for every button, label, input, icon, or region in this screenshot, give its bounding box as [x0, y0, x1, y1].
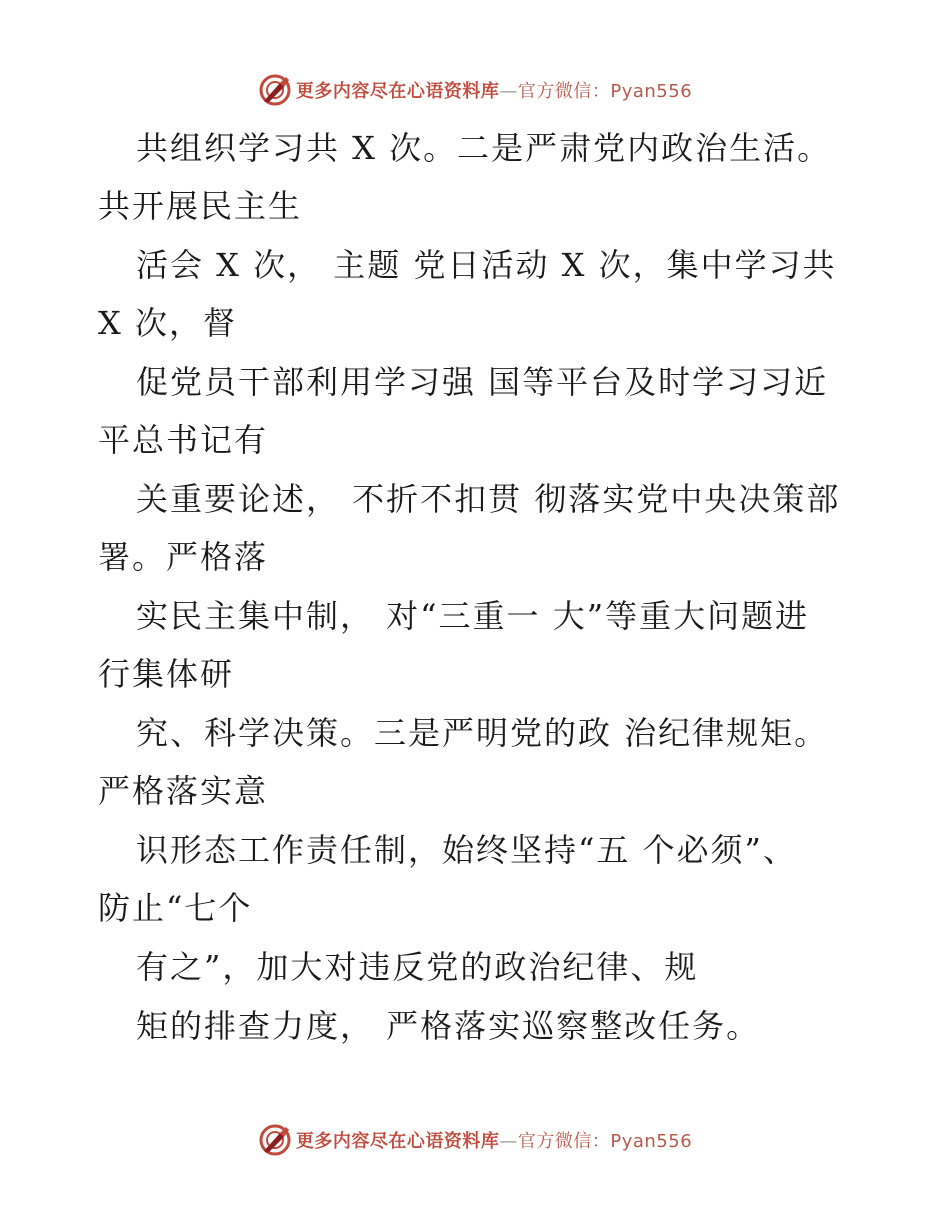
body-line-8: 署。严格落 [98, 538, 269, 576]
body-line-7: 关重要论述， 不折不扣贯 彻落实党中央决策部 [136, 480, 841, 518]
banner-text-tail: 官方微信：Pyan556 [517, 81, 693, 102]
body-line-1: 共组织学习共 X 次。二是严肃党内政治生活。 [136, 129, 832, 167]
body-line-13: 识形态工作责任制，始终坚持“五 个必须”、 [136, 831, 797, 869]
body-line-2: 共开展民主生 [98, 187, 303, 225]
body-line-4: X 次，督 [98, 304, 237, 342]
banner-text-dash: — [499, 1131, 518, 1152]
pen-logo-icon [258, 1123, 292, 1157]
banner-text [296, 77, 692, 103]
body-line-3: 活会 X 次， 主题 党日活动 X 次，集中学习共 [136, 246, 837, 284]
body-line-6: 平总书记有 [98, 421, 269, 459]
banner-text-tail: 官方微信：Pyan556 [517, 1131, 693, 1152]
body-line-16: 矩的排查力度， 严格落实巡察整改任务。 [136, 1007, 761, 1045]
header-banner [0, 70, 950, 110]
banner-text-main: 更多内容尽在心语资料库 [295, 1131, 500, 1152]
body-line-11: 究、科学决策。三是严明党的政 治纪律规矩。 [136, 714, 829, 752]
footer-banner [0, 1120, 950, 1160]
body-line-15: 有之”，加大对违反党的政治纪律、规 [136, 948, 699, 986]
body-line-10: 行集体研 [98, 655, 235, 693]
banner-text [296, 1127, 692, 1153]
pen-logo-icon [258, 73, 292, 107]
body-line-9: 实民主集中制， 对“三重一 大”等重大问题进 [136, 597, 810, 635]
banner-text-main: 更多内容尽在心语资料库 [295, 81, 500, 102]
body-line-5: 促党员干部利用学习强 国等平台及时学习习近 [136, 363, 829, 401]
banner-text-dash: — [499, 81, 518, 102]
body-line-14: 防止“七个 [98, 889, 253, 927]
body-line-12: 严格落实意 [98, 772, 269, 810]
